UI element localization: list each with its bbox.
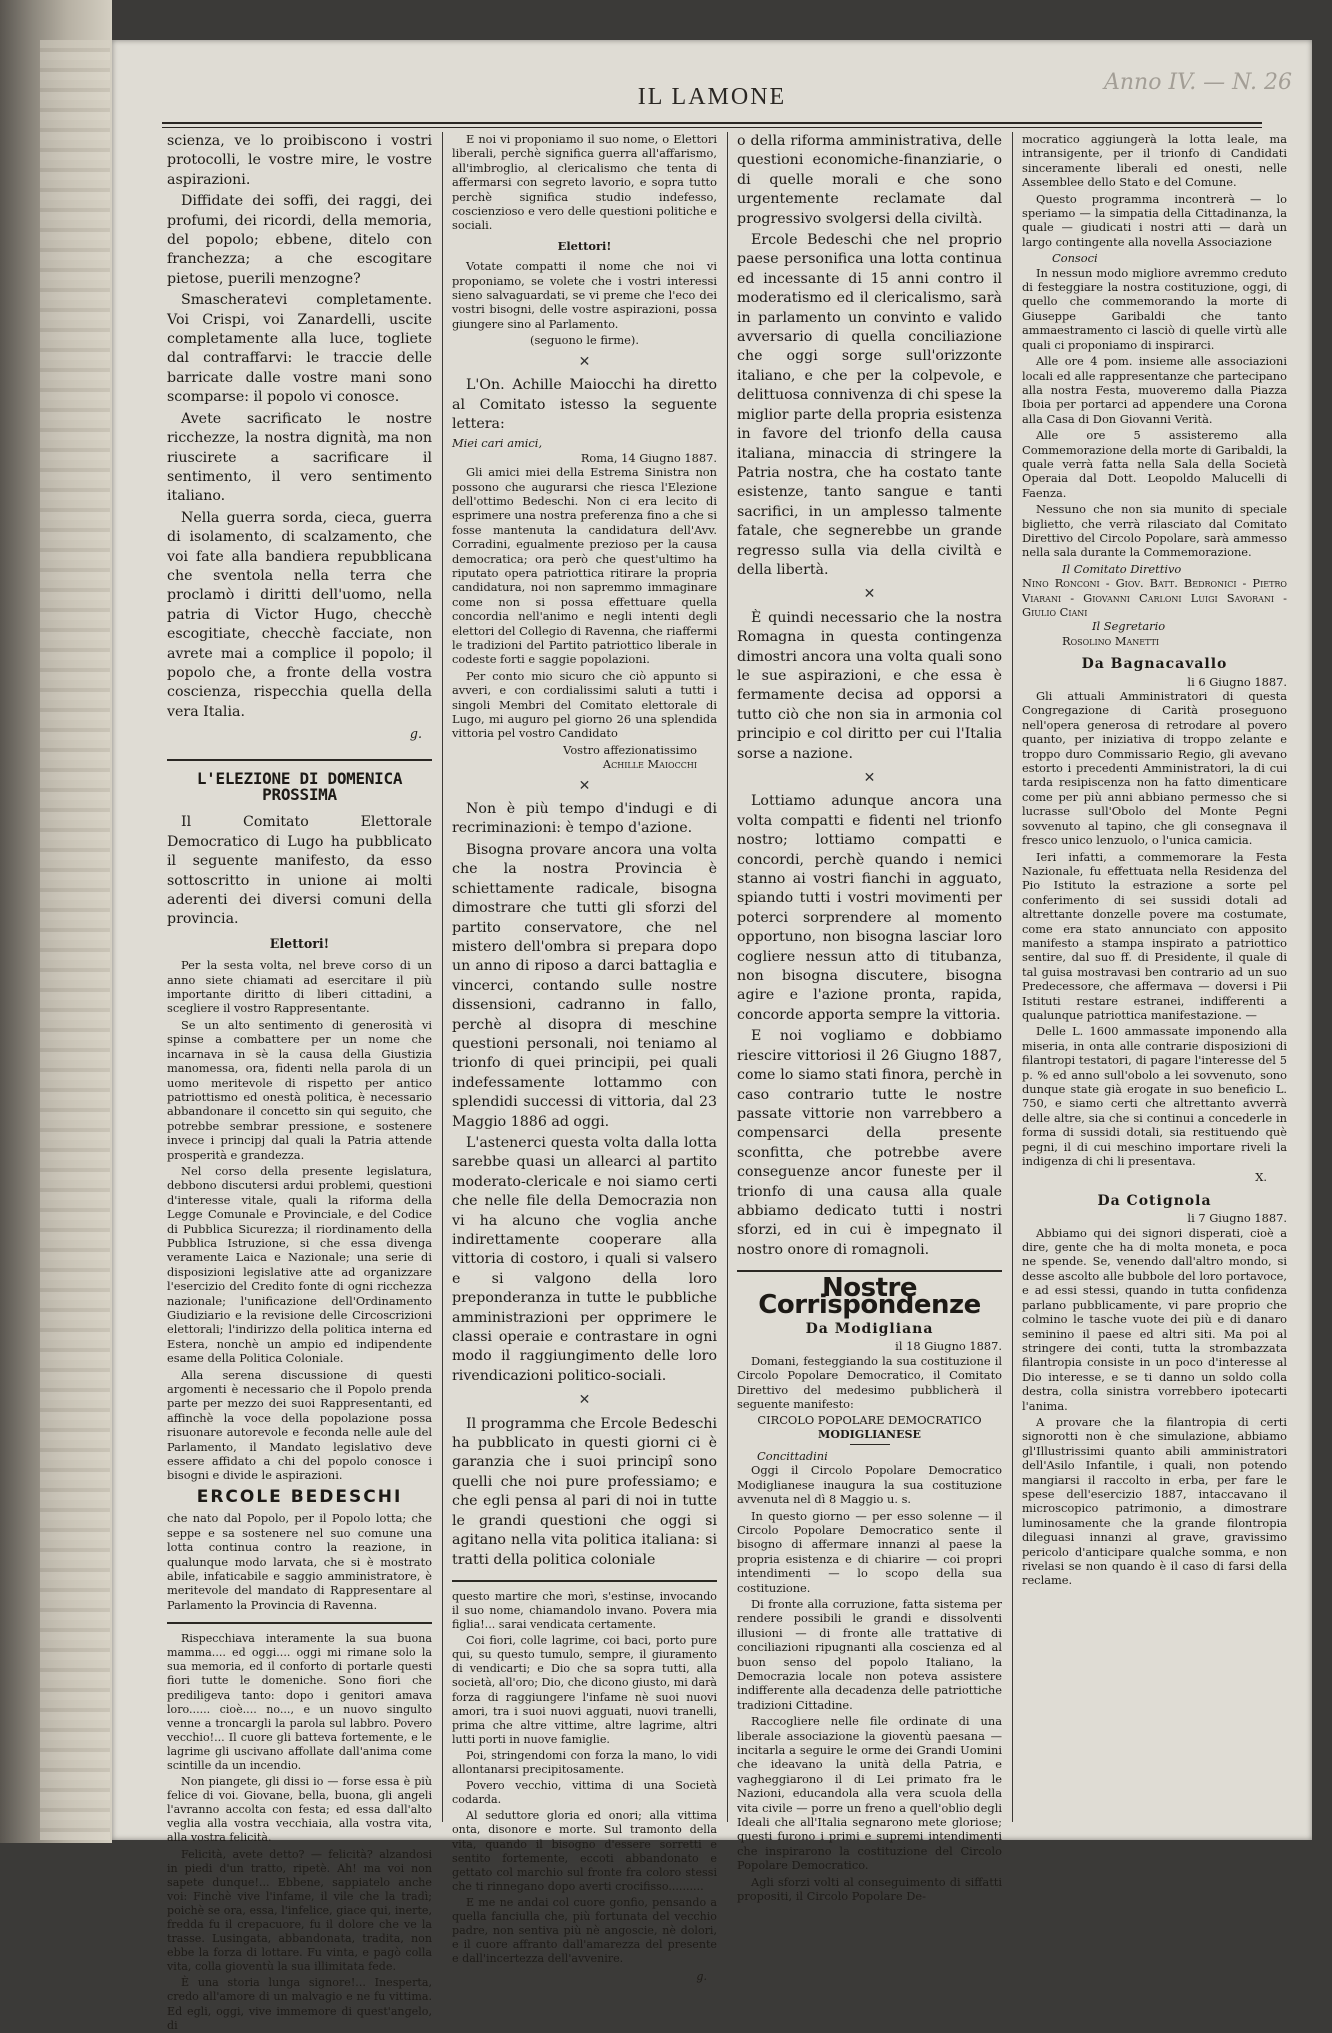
- feuilleton-paragraph: questo martire che morì, s'estinse, invocando il suo nome, chiamandolo invano. Povera mia figlia!... sarai vendicata certamente.: [452, 1589, 717, 1632]
- paragraph: Lottiamo adunque ancora una volta compatti e fidenti nel trionfo nostro; lottiamo compatti e concordi, perchè quando i nemici stanno ai vostri fianchi in agguato, spiando tutti i vostri movimenti per poterci sorprendere al momento opportuno, non bisogna lasciar loro cogliere nessun atto di titubanza, non bisogna discutere, bisogna agire e l'azione pronta, rapida, concorde apporta sempre la vittoria.: [737, 793, 1002, 1023]
- feuilleton-paragraph: Felicità, avete detto? — felicità? alzandosi in piedi d'un tratto, ripetè. Ah! ma voi non sapete dunque!... Ebbene, sappiatelo anche voi: Finchè vive l'infame, il vile che la tradì; poichè se ora, essa, l'infelice, giace qui, inerte, fredda fu il crepacuore, fu il dolore che ve la trasse. Lusingata, abbandonata, tradita, non ebbe la forza di lottare. Fu vinta, e pagò colla vita, colla gioventù la sua illimitata fede.: [167, 1847, 432, 1974]
- letter-signature: Achille Maiocchi: [602, 757, 697, 772]
- paragraph: Oggi il Circolo Popolare Democratico Modiglianese inaugura la sua costituzione avvenuta nel dì 8 Maggio u. s.: [737, 1463, 1002, 1507]
- separator-cross: ✕: [578, 777, 591, 794]
- short-rule: [850, 1444, 890, 1445]
- column-1: [167, 132, 432, 2032]
- paragraph: Votate compatti il nome che noi vi proponiamo, se volete che i vostri interessi sieno salvaguardati, se vi preme che l'eco dei vostri bisogni, delle vostre aspirazioni, possa giungere sino al Parlamento.: [452, 259, 717, 331]
- column-3: [737, 132, 1002, 1904]
- feuilleton-paragraph: È una storia lunga signore!... Inesperta, credo all'amore di un malvagio e ne fu vittima. Ed egli, oggi, vive immemore di quest'angelo, di: [167, 1976, 432, 2032]
- separator-cross: ✕: [578, 1392, 591, 1409]
- paragraph: Agli sforzi volti al conseguimento di siffatti propositi, il Circolo Popolare De-: [737, 1874, 1002, 1904]
- column-2: [452, 132, 717, 1984]
- letter-closing: Vostro affezionatissimo: [563, 742, 697, 757]
- feuilleton-paragraph: Non piangete, gli dissi io — forse essa è più felice di voi. Giovane, bella, buona, gli angeli l'avranno accolta con festa; ed essa dall'alto veglia alla vostra vecchiaia, alla vostra vita, alla vostra felicità.: [167, 1775, 432, 1845]
- paragraph: Il programma che Ercole Bedeschi ha pubblicato in questi giorni ci è garanzia che i suoi principî sono quelli che noi pure professiamo; e che egli pensa al pari di noi in tutte le grandi questioni che oggi si agitano nella vita politica italiana: si tratti della politica coloniale: [452, 1415, 717, 1568]
- page-edges: [40, 40, 110, 1840]
- dateline-place: Da Modigliana: [805, 1320, 934, 1337]
- section-heading: Elettori!: [557, 238, 612, 253]
- feuilleton-paragraph: E me ne andai col cuore gonfio, pensando a quella fanciulla che, più fortunata del vecchio padre, non sentiva più nè angoscie, nè dolori, e il cuore affranto dall'amarezza del presente e dall'incertezza dell'avvenire.: [452, 1895, 717, 1966]
- manifesto-salutation: Consoci: [1052, 251, 1098, 266]
- letter-date: Roma, 14 Giugno 1887.: [580, 450, 717, 465]
- dateline-date: li 7 Giugno 1887.: [1187, 1211, 1287, 1226]
- secretary-label: Il Segretario: [1092, 619, 1166, 634]
- feuilleton-rule: [167, 1622, 432, 1624]
- columns: [167, 132, 1287, 2032]
- paragraph: Ieri infatti, a commemorare la Festa Nazionale, fu effettuata nella Residenza del Pio Istituto la estrazione a sorte pel conferimento di sei sussidi dotali ad altrettante donzelle povere ma costumate, come era stato annunciato con apposito manifesto a stampa inspirato a patriottico sentire, dal suo ff. di Presidente, il quale di tal guisa mostravasi ben contrario ad un suo Predecessore, che affermava — doversi i Pii Istituti restare estranei, indifferenti a qualunque patriottica manifestazione. —: [1022, 849, 1287, 1022]
- feuilleton-paragraph: Al seduttore gloria ed onori; alla vittima onta, disonore e morte. Sul tramonto della vita, quando il bisogno d'essere sorretti e sentito fortemente, eccoti abbandonato e gettato col marchio sul fronte fra coloro stessi che ti rinnegano dopo averti crocifisso..........: [452, 1809, 717, 1893]
- paragraph: Per la sesta volta, nel breve corso di un anno siete chiamati ad esercitare il più importante diritto di liberi cittadini, a scegliere il vostro Rappresentante.: [167, 958, 432, 1016]
- signature: g.: [696, 1970, 707, 1984]
- paragraph: Domani, festeggiando la sua costituzione il Circolo Popolare Democratico, il Comitato Direttivo del medesimo pubblicherà il seguente manifesto:: [737, 1353, 1002, 1411]
- letter-salutation: Miei cari amici,: [452, 436, 543, 451]
- paragraph: Questo programma incontrerà — lo speriamo — la simpatia della Cittadinanza, la quale — giudicati i nostri atti — darà un largo contingente alla novella Associazione: [1022, 191, 1287, 249]
- dateline-place: Da Cotignola: [1097, 1192, 1212, 1209]
- letter-paragraph: Per conto mio sicuro che ciò appunto si avveri, e con cordialissimi saluti a tutti i singoli Membri del Comitato elettorale di Lugo, mi auguro pel giorno 26 una splendida vittoria pel vostro Candidato: [452, 668, 717, 741]
- section-heading: Elettori!: [269, 935, 330, 951]
- manifesto-subtitle: MODIGLIANESE: [818, 1427, 921, 1441]
- paragraph: Se un alto sentimento di generosità vi spinse a combattere per un nome che incarnava in sè la causa della Giustizia manomessa, ora, fidenti nella parola di un uomo meritevole di rispetto per antico patriottismo ed onestà politica, è necessario abbandonare il concetto sin qui seguito, che potrebbe sembrar pressione, e sostenere invece i principj dal quali la Patria attende prosperità e grandezza.: [167, 1017, 432, 1162]
- dateline-date: il 18 Giugno 1887.: [895, 1339, 1002, 1354]
- manifesto-title: CIRCOLO POPOLARE DEMOCRATICO: [757, 1413, 982, 1428]
- feuilleton-paragraph: Povero vecchio, vittima di una Società codarda.: [452, 1779, 717, 1807]
- paragraph: Abbiamo qui dei signori disperati, cioè a dire, gente che ha di molta moneta, e poca ne spende. Se, venendo dall'altro mondo, si desse ascolto alle bubbole del loro portavoce, e ad essi stessi, quando in tutta confidenza parlano pubblicamente, vi pare proprio che colmino le tasche vuote dei più e di danaro seminino il paese ed altri siti. Ma poi al stringere dei conti, tutta la strombazzata filantropia consiste in un poco d'interesse al Dio interesse, e se ti danno un soldo colla destra, colla sinistra vorrebbero ipotecarti l'anima.: [1022, 1225, 1287, 1413]
- committee-members: Nino Ronconi - Giov. Batt. Bedronici - Pietro Viarani - Giovanni Carloni Luigi Savorani - Giulio Ciani: [1022, 576, 1287, 619]
- paragraph: Raccogliere nelle file ordinate di una liberale associazione la gioventù paesana — incitarla a seguire le orme dei Grandi Uomini che ideavano la unità della Patria, e vagheggiarono il di Lei primato fra le Nazioni, educandola alla vera scuola della vita civile — porre un freno a quell'oblio degli Ideali che all'Italia segnarono mete gloriose; questi furono i primi e supremi intendimenti che inspirarono la costituzione del Circolo Popolare Democratico.: [737, 1714, 1002, 1873]
- issue-stamp: Anno IV. — N. 26: [1104, 70, 1292, 95]
- paragraph: In nessun modo migliore avremmo creduto di festeggiare la nostra costituzione, oggi, di quello che commemorando la morte di Giuseppe Garibaldi che tanto ammaestramento ci lasciò di quelle virtù alle quali ci proponiamo di inspirarci.: [1022, 265, 1287, 352]
- committee-label: Il Comitato Direttivo: [1062, 561, 1182, 576]
- candidate-name: ERCOLE BEDESCHI: [196, 1486, 403, 1507]
- paragraph: A provare che la filantropia di certi signorotti non è che simulazione, abbiamo gl'Illustrissimi quanto abili amministratori dell'Asilo Infantile, i quali, non potendo mangiarsi il raccolto in erba, per fare le spese dell'esercizio 1887, intaccavano il microscopico patrimonio, a dimostrare luminosamente che la grande filontropia dileguasi innanzi al grave, gravissimo pericolo d'anticipare qualche somma, e non rivelasi se non quando è il caso di farsi della reclame.: [1022, 1414, 1287, 1588]
- paragraph: Alle ore 4 pom. insieme alle associazioni locali ed alle rappresentanze che partecipano alla nostra Festa, muoveremo dalla Piazza Iboia per portarci ad appendere una Corona alla Casa di Don Giovanni Verità.: [1022, 354, 1287, 426]
- paragraph: Alle ore 5 assisteremo alla Commemorazione della morte di Garibaldi, la quale verrà fatta nella Sala della Società Operaia dal Dott. Leopoldo Malucelli di Faenza.: [1022, 428, 1287, 500]
- column-4: [1022, 132, 1287, 1822]
- paragraph: Nessuno che non sia munito di speciale biglietto, che verrà rilasciato dal Comitato Direttivo del Circolo Popolare, sarà ammesso nella sala durante la Commemorazione.: [1022, 502, 1287, 560]
- dateline-date: li 6 Giugno 1887.: [1187, 674, 1287, 689]
- paragraph: Nella guerra sorda, cieca, guerra di isolamento, di scalzamento, che voi fate alla bandiera repubblicana che sventola nella terra che proclamò i diritti dell'uomo, nella patria di Victor Hugo, checchè escogitiate, checchè facciate, non avrete mai a complice il popolo; il popolo che, a fronte della vostra coscienza, rispecchia quella della vera Italia.: [167, 509, 432, 720]
- paragraph: Non è più tempo d'indugi e di recriminazioni: è tempo d'azione.: [452, 801, 717, 837]
- paragraph: Alla serena discussione di questi argomenti è necessario che il Popolo prenda parte per mezzo dei suoi Rappresentanti, ed affinchè la voce della popolazione possa risuonare autorevole e feconda nelle aule del Parlamento, il Mandato legislativo deve essere affidato a chi del popolo conosce i bisogni e divide le aspirazioni.: [167, 1367, 432, 1483]
- signature: X.: [1255, 1170, 1267, 1185]
- separator-cross: ✕: [863, 586, 876, 603]
- masthead: IL LAMONE: [637, 84, 787, 110]
- paragraph: Di fronte alla corruzione, fatta sistema per rendere possibili le grandi e dissolventi illusioni — di fronte alle trattative di conciliazioni ripugnanti alla coscienza ed al buon senso del popolo Italiano, la Democrazia locale non poteva assistere indifferente alla decadenza delle patriottiche tradizioni Cittadine.: [737, 1596, 1002, 1712]
- paragraph: o della riforma amministrativa, delle questioni economiche-finanziarie, o di quelle morali e che sono urgentemente reclamate dal progressivo svolgersi della civiltà.: [737, 133, 1002, 227]
- top-rule: [162, 122, 1262, 128]
- paragraph: Il Comitato Elettorale Democratico di Lugo ha pubblicato il seguente manifesto, da esso sottoscritto in unione ai molti aderenti dei diversi comuni della provincia.: [167, 814, 432, 928]
- paragraph: Bisogna provare ancora una volta che la nostra Provincia è schiettamente radicale, bisogna dimostrare che tutti gli sforzi del partito conservatore, che nel mistero dell'ombra si prepara dopo un anno di riposo a darci battaglia e vincerci, contando sulle nostre dissensioni, cadranno in fallo, perchè al disopra di meschine questioni personali, noi teniamo al trionfo di quei principii, pei quali indefessamente lottammo con splendidi successi di vittoria, dal 23 Maggio 1886 ad oggi.: [452, 841, 717, 1130]
- separator-cross: ✕: [578, 353, 591, 370]
- paragraph: È quindi necessario che la nostra Romagna in questa contingenza dimostri ancora una volta quali sono le sue aspirazioni, e che essa è fermamente decisa ad opporsi a tutto ciò che non sia in armonia col principio e col diritto per cui l'Italia sorse a nazione.: [737, 609, 1002, 762]
- paragraph: scienza, ve lo proibiscono i vostri protocolli, le vostre mire, le vostre aspirazioni.: [167, 133, 432, 188]
- paragraph: Avete sacrificato le nostre ricchezze, la nostra dignità, ma non riuscirete a sacrificare il sentimento, il vero sentimento italiano.: [167, 410, 432, 505]
- paragraph: Smascheratevi completamente. Voi Crispi, voi Zanardelli, uscite completamente alla luce, togliete dal contraffarvi: le traccie delle barricate dalle vostre mani sono scomparse: il popolo vi conosce.: [167, 292, 432, 406]
- paragraph: che nato dal Popolo, per il Popolo lotta; che seppe e sa sostenere nel suo comune una lotta continua contro la reazione, in qualunque modo larvata, che si è mostrato abile, infaticabile e saggio amministratore, è meritevole del mandato di Rappresentare al Parlamento la Provincia di Ravenna.: [167, 1511, 432, 1612]
- paragraph: mocratico aggiungerà la lotta leale, ma intransigente, per il trionfo di Candidati sinceramente liberali ed onesti, nelle Assemblee dello Stato e del Comune.: [1022, 132, 1287, 190]
- paragraph: L'On. Achille Maiocchi ha diretto al Comitato istesso la seguente lettera:: [452, 377, 717, 432]
- column-divider: [442, 132, 443, 1822]
- paragraph: Nel corso della presente legislatura, debbono discutersi ardui problemi, questioni d'interesse vitale, quali la riforma della Legge Comunale e Provinciale, e del Codice di Pubblica Sicurezza; il riordinamento della Pubblica Istruzione, si che essa divenga veramente Laica e Nazionale; una serie di disposizioni legislative atte ad organizzare l'esercizio del Credito fonte di ogni ricchezza nazionale; l'unificazione dell'Ordinamento Giudiziario e la revisione delle Circoscrizioni elettorali; l'indirizzo della politica interna ed Estera, nonchè un ampio ed indipendente esame della Politica Coloniale.: [167, 1163, 432, 1366]
- feuilleton-rule: [452, 1580, 717, 1582]
- manifesto-salutation: Concittadini: [757, 1448, 828, 1463]
- paragraph: E noi vogliamo e dobbiamo riescire vittoriosi il 26 Giugno 1887, come lo siamo stati finora, perchè in caso contrario tutte le nostre passate vittorie non varrebbero a compensarci della presente sconfitta, che potrebbe avere conseguenze ancor funeste per il trionfo di una causa alla quale abbiamo dedicato tutti i nostri sforzi, ed in cui è impegnato il nostro onore di romagnoli.: [737, 1028, 1002, 1258]
- feuilleton-paragraph: Rispecchiava interamente la sua buona mamma.... ed oggi.... oggi mi rimane solo la sua memoria, ed il conforto di portarle questi fiori tutte le domeniche. Sono fiori che prediligeva tanto: dopo i genitori amava loro...... cioè.... no..., e un nuovo singulto venne a troncargli la parola sul labbro. Povero vecchio!... Il cuore gli batteva fortemente, e le lagrime gli uscivano affollate dall'anima come scintille da un incendio.: [167, 1632, 432, 1772]
- secretary-name: Rosolino Manetti: [1062, 633, 1160, 648]
- feuilleton-paragraph: Coi fiori, colle lagrime, coi baci, porto pure qui, su questo tumulo, sempre, il giuramento di vendicarti; e Dio che sa sopra tutti, alla società, all'oro; Dio, che dicono giusto, mi darà forza di raggiungere l'infame nè suoi nuovi amori, tra i suoi nuovi agguati, nuovi tranelli, prima che altre vittime, altre lagrime, altri lutti porti in nuove famiglie.: [452, 1634, 717, 1746]
- paragraph: In questo giorno — per esso solenne — il Circolo Popolare Democratico sente il bisogno di affermare innanzi al paese la propria esistenza e di chiarire — coi propri intendimenti — lo scopo della sua costituzione.: [737, 1508, 1002, 1595]
- section-title: Nostre Corrispondenze: [758, 1273, 981, 1320]
- paragraph: Ercole Bedeschi che nel proprio paese personifica una lotta continua ed incessante di 15 anni contro il moderatismo ed il clericalismo, sarà in parlamento un convinto e valido avversario di quella conciliazione che oggi sorge sull'orizzonte italiano, e che per la colpevole, e delittuosa connivenza di chi spese la miglior parte della propria esistenza in favore del trionfo della causa italiana, minaccia di stringere la Patria nostra, che ha costato tante esistenze, tanto sangue e tanti sacrifici, in un amplesso talmente fatale, che segnerebbe un grande regresso sulla via della civiltà e della libertà.: [737, 232, 1002, 578]
- signatures-note: (seguono le firme).: [530, 333, 639, 348]
- paragraph: L'astenerci questa volta dalla lotta sarebbe quasi un allearci al partito moderato-clericale e noi siamo certi che nelle file della Democrazia non vi ha alcuno che voglia anche indirettamente cooperare alla vittoria di costoro, i quali si valsero e si valgono della loro preponderanza in tutte le pubbliche amministrazioni per opprimere le classi operaie e contrastare in ogni modo il raggiungimento delle loro rivendicazioni politico-sociali.: [452, 1134, 717, 1384]
- paragraph: Diffidate dei soffi, dei raggi, dei profumi, dei ricordi, della memoria, del popolo; ebbene, ditelo con franchezza; a che escogitare pietose, puerili menzogne?: [167, 193, 432, 287]
- paragraph: E noi vi proponiamo il suo nome, o Elettori liberali, perchè significa guerra all'affarismo, all'imbroglio, al clericalismo che tenta di affermarsi con segreto lavorio, e sopra tutto perchè significa studio indefesso, coscienzioso e vero delle questioni politiche e sociali.: [452, 132, 717, 233]
- signature: g.: [409, 726, 422, 742]
- newspaper-page: [112, 40, 1312, 2032]
- dateline-place: Da Bagnacavallo: [1081, 656, 1228, 673]
- section-rule: [737, 1270, 1002, 1272]
- paragraph: Delle L. 1600 ammassate imponendo alla miseria, in onta alle contrarie disposizioni di filantropi testatori, di pagare l'interesse del 5 p. % ed anno sull'obolo a lei sovvenuto, sono dunque state già erogate in suo beneficio L. 750, e siamo certi che altrettanto avverrà delle altre, sia che si continui a concederle in forma di sussidi dotali, sia restituendo què pegni, il di cui meschino importare riveli la indigenza di chi li presentava.: [1022, 1024, 1287, 1169]
- feuilleton-paragraph: Poi, stringendomi con forza la mano, lo vidi allontanarsi precipitosamente.: [452, 1748, 717, 1777]
- paragraph: Gli attuali Amministratori di questa Congregazione di Carità proseguono nell'opera generosa di retrodare al povero quanto, per iniziativa di troppo zelante e troppo duro Commissario Regio, gli avevano estorto i precedenti Amministratori, la di cui tarda resipiscenza non ha fatto dimenticare come per più anni abbiano permesso che si lucrasse sull'Obolo del Monte Pegni sovvenuto al tapino, che gli consegnava il fresco unico lenzuolo, o l'unica camicia.: [1022, 689, 1287, 848]
- article-headline: L'ELEZIONE DI DOMENICA PROSSIMA: [167, 759, 432, 804]
- column-divider: [727, 132, 728, 1822]
- separator-cross: ✕: [863, 770, 876, 786]
- letter-paragraph: Gli amici miei della Estrema Sinistra non possono che augurarsi che riesca l'Elezione dell'ottimo Bedeschi. Non ci era lecito di esprimere una nostra preferenza fino a che si fosse mantenuta la candidatura dell'Avv. Corradini, egualmente prezioso per la causa democratica; ora però che quest'ultimo ha riputato opera patriottica ritirare la propria candidatura, noi non sapremmo immaginare come non si possa effettuare quella concordia nell'animo e negli intenti degli elettori del Collegio di Ravenna, che riaffermi le tradizioni del Partito patriottico liberale in codeste forti e saggie popolazioni.: [452, 465, 717, 667]
- column-divider: [1012, 132, 1013, 1822]
